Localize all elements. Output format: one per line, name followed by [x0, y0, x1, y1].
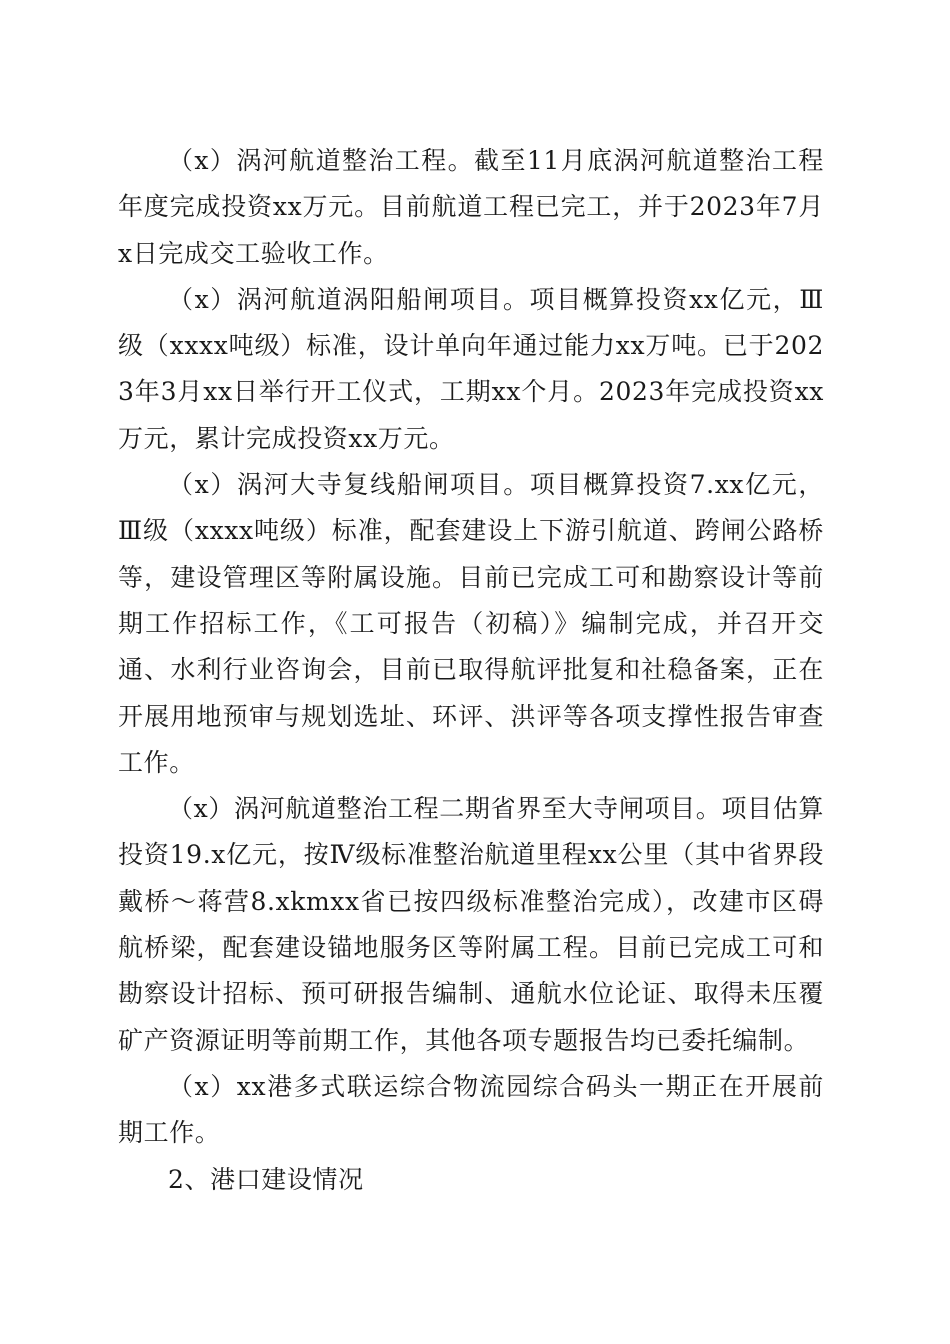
- paragraph-dasi-double-line-lock: （x）涡河大寺复线船闸项目。项目概算投资7.xx亿元，Ⅲ级（xxxx吨级）标准，配套建设上下游引航道、跨闸公路桥等，建设管理区等附属设施。目前已完成工可和勘察设计等前期工作招标工作，《工可报告（初稿）》编制完成，并召开交通、水利行业咨询会，目前已取得航评批复和社稳备案，正在开展用地预审与规划选址、环评、洪评等各项支撑性报告审查工作。: [118, 470, 824, 777]
- paragraph-guoyang-ship-lock: （x）涡河航道涡阳船闸项目。项目概算投资xx亿元，Ⅲ级（xxxx吨级）标准，设计单向年通过能力xx万吨。已于2023年3月xx日举行开工仪式，工期xx个月。2023年完成投资xx万元，累计完成投资xx万元。: [118, 284, 824, 453]
- paragraph-channel-phase-two: （x）涡河航道整治工程二期省界至大寺闸项目。项目估算投资19.x亿元，按Ⅳ级标准整治航道里程xx公里（其中省界段戴桥～蒋营8.xkmxx省已按四级标准整治完成），改建市区碍航桥梁，配套建设锚地服务区等附属工程。目前已完成工可和勘察设计招标、预可研报告编制、通航水位论证、取得未压覆矿产资源证明等前期工作，其他各项专题报告均已委托编制。: [118, 794, 824, 1055]
- document-body: [118, 138, 824, 1203]
- paragraph-guohe-channel-renovation: （x）涡河航道整治工程。截至11月底涡河航道整治工程年度完成投资xx万元。目前航道工程已完工，并于2023年7月x日完成交工验收工作。: [118, 146, 824, 268]
- section-heading-port-construction: 2、港口建设情况: [168, 1164, 364, 1194]
- paragraph-logistics-park-wharf: （x）xx港多式联运综合物流园综合码头一期正在开展前期工作。: [118, 1071, 824, 1148]
